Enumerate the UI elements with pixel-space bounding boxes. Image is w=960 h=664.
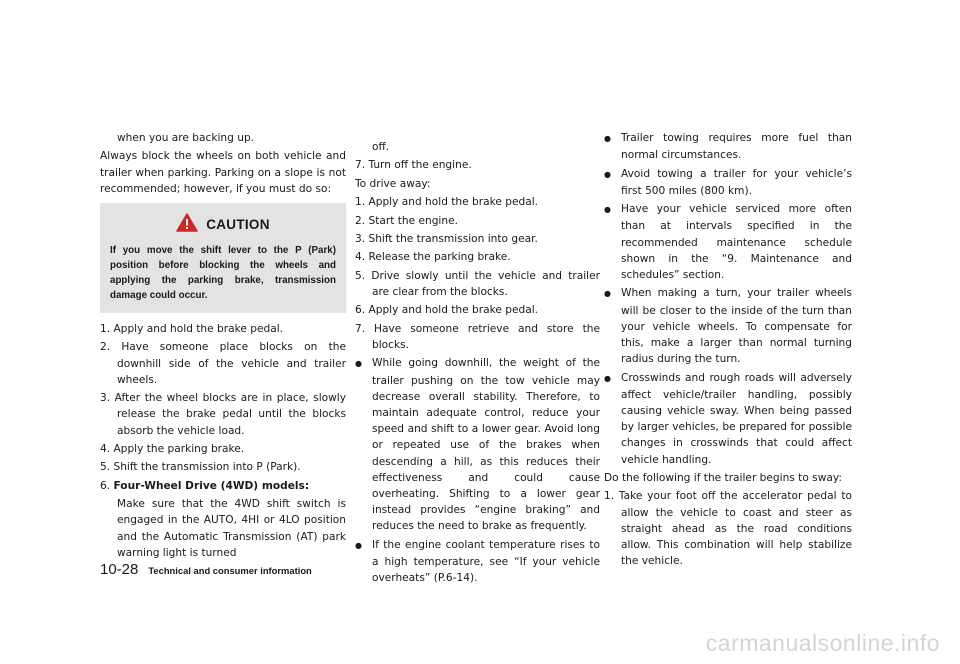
continued-text: when you are backing up. [117, 132, 255, 144]
bullet-icon: ● [604, 205, 611, 215]
bullet-icon: ● [355, 359, 362, 369]
bullet-item: ● Trailer towing requires more fuel than normal circumstances. [604, 132, 852, 162]
park-step-5: 5. Shift the transmission into P (Park). [100, 461, 301, 474]
bullet-item: ● While going downhill, the weight of the trailer pushing on the tow vehicle may decrease overall stability. Therefore, to maintain adequate control, reduce your speed and shift to a lower gear. Avoid long or repeated use of the brakes when descending a hill, as this reduces their effectiveness and could cause overheating. Shifting to a lower gear instead provides “engine braking” and reduces the need to brake as frequently. [355, 357, 600, 533]
step-6-heading: Four-Wheel Drive (4WD) models: [113, 479, 310, 492]
parking-paragraph: Always block the wheels on both vehicle and trailer when parking. Parking on a slope is not recommended; however, if you must do so: [100, 150, 346, 195]
bullet-icon: ● [604, 134, 611, 143]
drive-step-6: 6. Apply and hold the brake pedal. [355, 304, 539, 317]
caution-title: CAUTION [206, 216, 270, 232]
drive-step-7: 7. Have someone retrieve and store the blocks. [355, 322, 600, 351]
park-step-6-body: Make sure that the 4WD shift switch is engaged in the AUTO, 4HI or 4LO position and the Automatic Transmission (AT) park warning light is turned [117, 498, 346, 559]
drive-step-3: 3. Shift the transmission into gear. [355, 232, 538, 245]
bullet-item: ● Avoid towing a trailer for your vehicle’s first 500 miles (800 km). [604, 167, 852, 197]
sway-paragraph: Do the following if the trailer begins to sway: [604, 472, 842, 484]
park-step-2: 2. Have someone place blocks on the downhill side of the vehicle and trailer wheels. [100, 341, 346, 386]
watermark: carmanualsonline.info [705, 630, 940, 656]
park-step-4: 4. Apply the parking brake. [100, 442, 245, 455]
bullet-item: ● If the engine coolant temperature rises to a high temperature, see “If your vehicle overheats” (P.6-14). [355, 538, 600, 585]
caution-header [110, 211, 336, 239]
step-number: 6. [100, 479, 111, 492]
bullet-icon: ● [604, 289, 611, 299]
drive-step-2: 2. Start the engine. [355, 214, 458, 227]
column-left [100, 130, 346, 563]
bullet-icon: ● [355, 540, 362, 550]
park-step-6 [100, 478, 346, 494]
caution-box [100, 203, 346, 313]
bullet-icon: ● [604, 373, 611, 383]
bullet-icon: ● [604, 169, 611, 179]
column-right [604, 130, 852, 572]
warning-triangle-icon [176, 213, 198, 237]
park-step-7: 7. Turn off the engine. [355, 159, 472, 172]
drive-step-1: 1. Apply and hold the brake pedal. [355, 196, 539, 209]
drive-away-heading: To drive away: [355, 177, 431, 190]
sway-step-1: 1. Take your foot off the accelerator pedal to allow the vehicle to coast and steer as straight ahead as the road conditions allow. This combination will help stabilize the vehicle. [604, 490, 852, 568]
drive-step-5: 5. Drive slowly until the vehicle and trailer are clear from the blocks. [355, 269, 600, 298]
park-step-3: 3. After the wheel blocks are in place, slowly release the brake pedal until the blocks absorb the vehicle load. [100, 392, 346, 437]
continued-text: off. [372, 141, 390, 153]
page-number: 10-28 [100, 561, 139, 578]
drive-step-4: 4. Release the parking brake. [355, 251, 511, 264]
column-middle [355, 139, 600, 589]
page-footer [100, 561, 312, 578]
caution-text: If you move the shift lever to the P (Park) position before blocking the wheels and applying the parking brake, transmission damage could occur. [110, 245, 336, 301]
bullet-item: ● Have your vehicle serviced more often than at intervals specified in the recommended maintenance schedule shown in the “9. Maintenance and schedules” section. [604, 203, 852, 281]
bullet-item: ● Crosswinds and rough roads will adversely affect vehicle/trailer handling, possibly causing vehicle sway. When being passed by larger vehicles, be prepared for possible changes in crosswinds that could affect vehicle handling. [604, 371, 852, 466]
section-title: Technical and consumer information [148, 565, 312, 576]
park-step-1: 1. Apply and hold the brake pedal. [100, 323, 284, 335]
bullet-item: ● When making a turn, your trailer wheels will be closer to the inside of the turn than your vehicle wheels. To compensate for this, make a larger than normal turning radius during the turn. [604, 287, 852, 366]
